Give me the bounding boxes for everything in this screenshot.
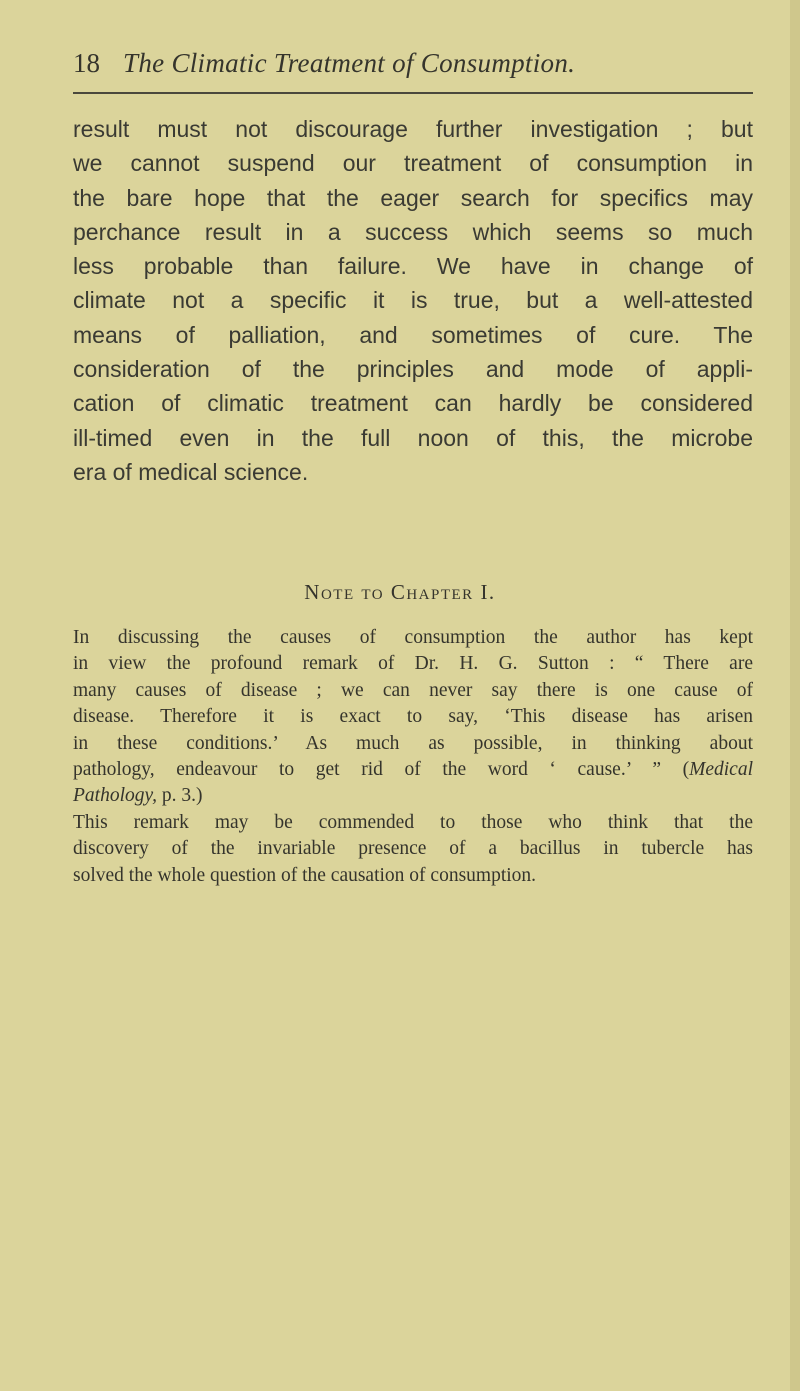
body-line: the bare hope that the eager search for specifics may bbox=[73, 184, 753, 211]
citation-title: Pathology, bbox=[73, 785, 157, 807]
note-line: in view the profound remark of Dr. H. G. Sutton : “ There are bbox=[73, 653, 753, 675]
body-line: means of palliation, and sometimes of cure. The bbox=[73, 321, 753, 348]
body-text bbox=[73, 112, 753, 489]
note-line: solved the whole question of the causation of consumption. bbox=[73, 864, 537, 886]
note-line bbox=[73, 783, 753, 809]
body-line: cation of climatic treatment can hardly be considered bbox=[73, 390, 753, 417]
running-title: The Climatic Treatment of Consumption. bbox=[123, 48, 576, 78]
running-header bbox=[73, 48, 753, 88]
body-line: less probable than failure. We have in change of bbox=[73, 253, 753, 280]
note-line: in these conditions.’ As much as possible, in thinking about bbox=[73, 732, 753, 754]
note-line: disease. Therefore it is exact to say, ‘This disease has arisen bbox=[73, 706, 753, 728]
header-rule bbox=[73, 92, 753, 94]
note-line: In discussing the causes of consumption the author has kept bbox=[73, 627, 753, 648]
page-edge bbox=[790, 0, 800, 1391]
note-line bbox=[73, 757, 753, 783]
note-line: discovery of the invariable presence of a bacillus in tubercle has bbox=[73, 838, 753, 860]
citation-title: Medical bbox=[689, 759, 753, 781]
body-line: we cannot suspend our treatment of consumption in bbox=[73, 150, 753, 177]
body-line: perchance result in a success which seems so much bbox=[73, 218, 753, 245]
note-line: This remark may be commended to those who think that the bbox=[73, 811, 753, 833]
body-line: era of medical science. bbox=[73, 458, 309, 485]
note-heading: Note to Chapter I. bbox=[304, 580, 496, 604]
body-line: climate not a specific it is true, but a well-attested bbox=[73, 287, 753, 314]
body-line: result must not discourage further investigation ; but bbox=[73, 116, 753, 142]
note-text bbox=[73, 625, 753, 889]
note-line: many causes of disease ; we can never say there is one cause of bbox=[73, 679, 753, 701]
body-line: ill-timed even in the full noon of this, the microbe bbox=[73, 424, 753, 451]
page-number: 18 bbox=[73, 48, 100, 78]
note-text-span: pathology, endeavour to get rid of the word ‘ cause.’ ” ( bbox=[73, 759, 690, 781]
citation-page: p. 3.) bbox=[156, 785, 203, 807]
body-line: consideration of the principles and mode of appli- bbox=[73, 356, 753, 383]
